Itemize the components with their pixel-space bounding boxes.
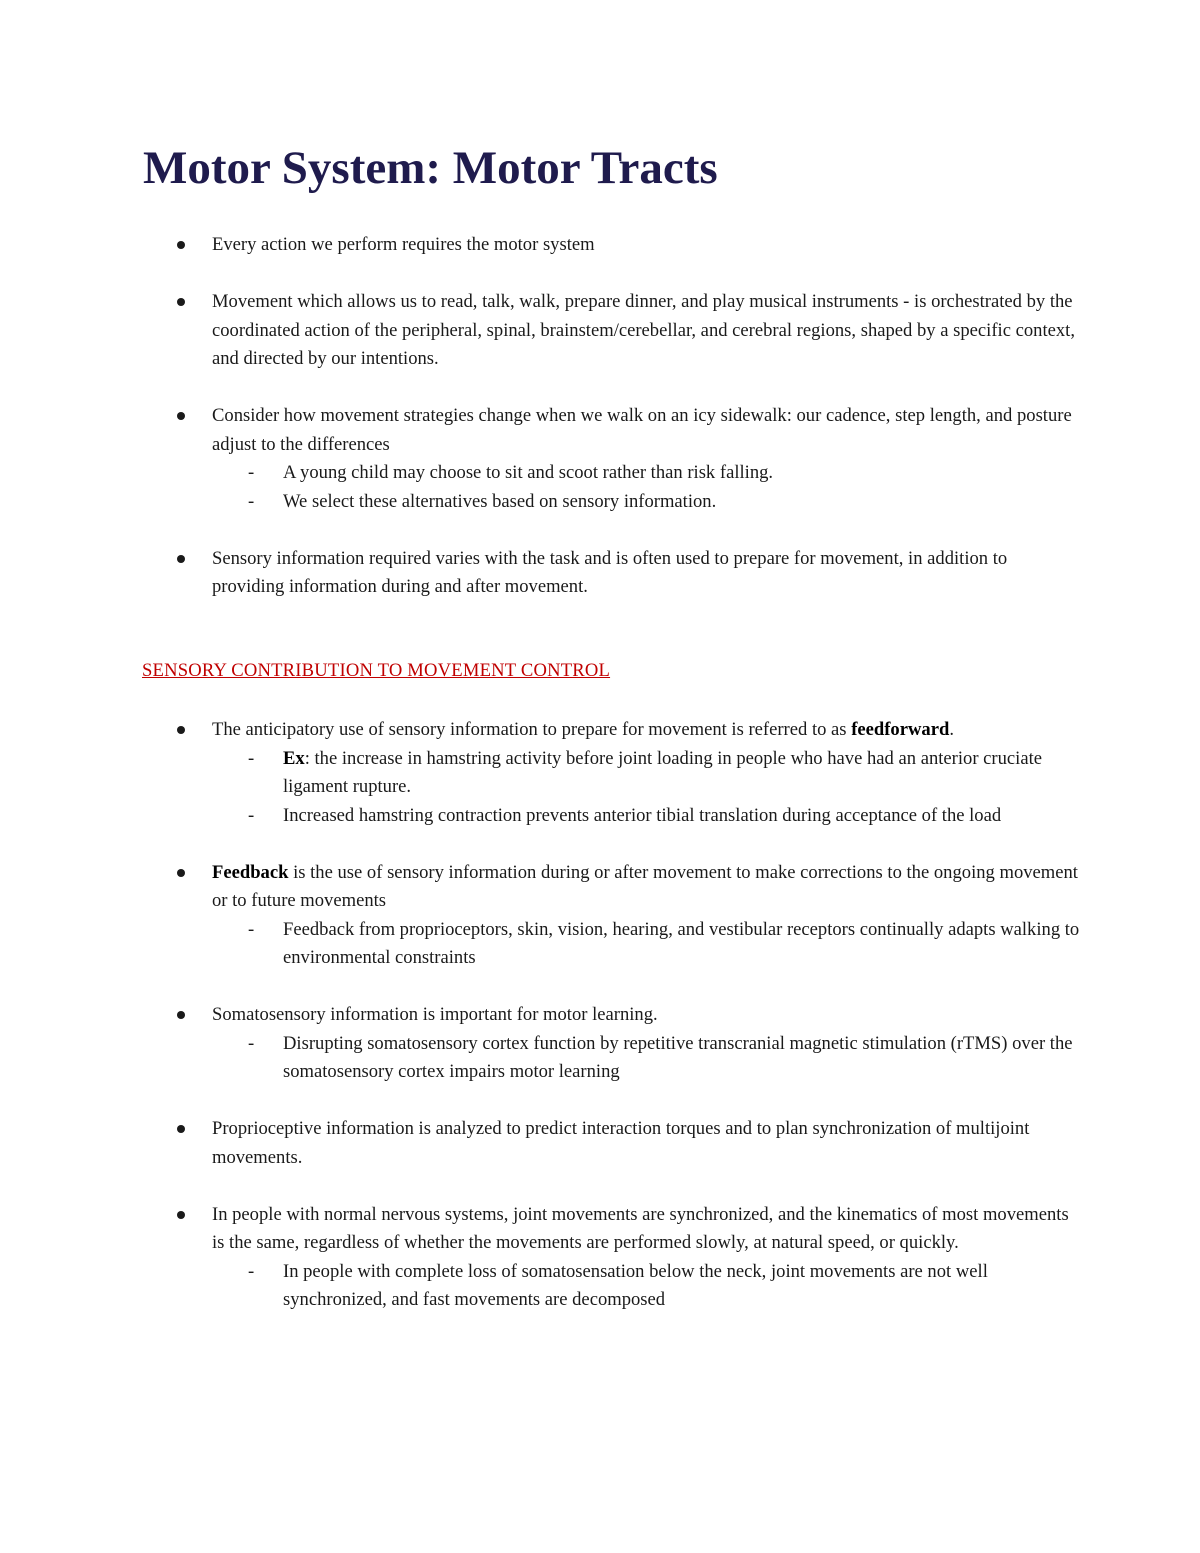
bullet-icon	[177, 555, 185, 563]
sub-list-item	[212, 745, 1080, 802]
sub-list	[212, 1258, 1080, 1315]
bullet-icon	[177, 1125, 185, 1133]
bullet-icon	[177, 298, 185, 306]
page-title: Motor System: Motor Tracts	[143, 142, 718, 194]
list-item	[0, 288, 1200, 374]
sub-item-text: We select these alternatives based on sensory information.	[283, 490, 717, 512]
bullet-text: Every action we perform requires the motor system	[212, 234, 595, 255]
bullet-text: Movement which allows us to read, talk, walk, prepare dinner, and play musical instruments - is orchestrated by the coordinated action of the peripheral, spinal, brainstem/cerebellar, and cerebral regions, shaped by a specific context, and directed by our intentions.	[212, 291, 1075, 369]
dash-icon: -	[248, 490, 255, 512]
dash-icon: -	[248, 462, 255, 483]
bullet-text: Consider how movement strategies change when we walk on an icy sidewalk: our cadence, step length, and posture adjust to the differences	[212, 405, 1072, 455]
sub-item-text: Feedback from proprioceptors, skin, vision, hearing, and vestibular receptors continually adapts walking to environmental constraints	[283, 918, 1080, 968]
dash-icon: -	[248, 747, 255, 769]
sub-list	[212, 459, 1080, 516]
bold-term: Ex	[283, 747, 305, 769]
bullet-icon	[177, 1011, 185, 1019]
bullet-text: Sensory information required varies with the task and is often used to prepare for movement, in addition to providing information during and after movement.	[212, 547, 1008, 597]
dash-icon: -	[248, 804, 255, 826]
dash-icon: -	[248, 1260, 255, 1282]
bold-term: feedforward	[851, 719, 950, 740]
sub-item-text: Disrupting somatosensory cortex function by repetitive transcranial magnetic stimulation (rTMS) over the somatosensory cortex impairs motor learning	[283, 1032, 1073, 1082]
list-item	[0, 716, 1200, 830]
bold-term: Feedback	[212, 861, 289, 883]
list-item	[0, 402, 1200, 516]
list-item	[0, 859, 1200, 973]
bullet-icon	[177, 1211, 185, 1219]
sub-list	[212, 1030, 1080, 1087]
sub-item-text: A young child may choose to sit and scoot rather than risk falling.	[283, 462, 774, 483]
list-item	[0, 1001, 1200, 1087]
sub-item-text: In people with complete loss of somatosensation below the neck, joint movements are not well synchronized, and fast movements are decomposed	[283, 1260, 988, 1310]
bullet-text: Proprioceptive information is analyzed to predict interaction torques and to plan synchronization of multijoint movements.	[212, 1118, 1030, 1168]
sub-list-item	[212, 802, 1080, 831]
bullet-text: In people with normal nervous systems, joint movements are synchronized, and the kinematics of most movements is the same, regardless of whether the movements are performed slowly, at natural speed, or quickly.	[212, 1203, 1069, 1253]
section-bullet-list	[0, 716, 1200, 1343]
bullet-icon	[177, 869, 185, 877]
bullet-icon	[177, 412, 185, 420]
bullet-text: The anticipatory use of sensory information to prepare for movement is referred to as feedforward.	[212, 719, 954, 740]
list-item	[0, 1201, 1200, 1315]
bullet-text: Feedback is the use of sensory information during or after movement to make corrections to the ongoing movement or to future movements	[212, 861, 1078, 911]
intro-bullet-list	[0, 231, 1200, 630]
bullet-text: Somatosensory information is important for motor learning.	[212, 1004, 658, 1025]
sub-item-text: Increased hamstring contraction prevents anterior tibial translation during acceptance of the load	[283, 804, 1002, 826]
dash-icon: -	[248, 918, 255, 940]
list-item	[0, 231, 1200, 260]
sub-list-item	[212, 1030, 1080, 1087]
list-item	[0, 545, 1200, 602]
sub-list	[212, 916, 1080, 973]
sub-list-item	[212, 459, 1080, 488]
section-heading: SENSORY CONTRIBUTION TO MOVEMENT CONTROL	[142, 660, 611, 681]
bullet-icon	[177, 241, 185, 249]
list-item	[0, 1115, 1200, 1172]
bullet-icon	[177, 726, 185, 734]
sub-item-text: Ex: the increase in hamstring activity before joint loading in people who have had an anterior cruciate ligament rupture.	[283, 747, 1042, 797]
sub-list-item	[212, 1258, 1080, 1315]
sub-list-item	[212, 488, 1080, 517]
dash-icon: -	[248, 1032, 255, 1054]
sub-list-item	[212, 916, 1080, 973]
sub-list	[212, 745, 1080, 831]
